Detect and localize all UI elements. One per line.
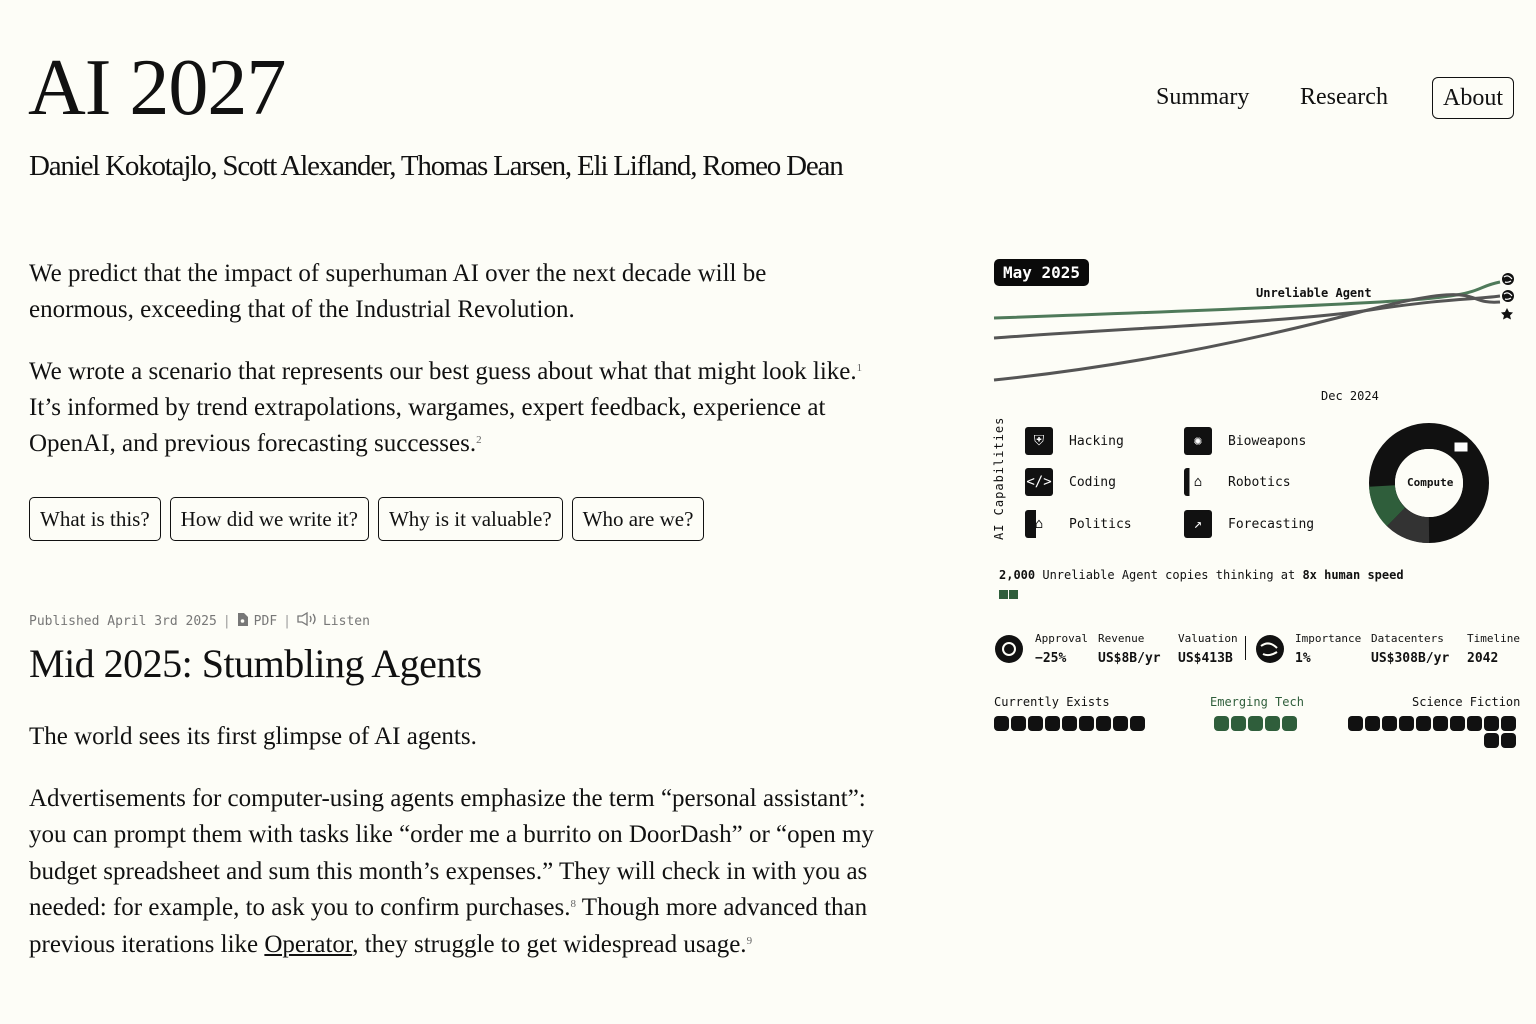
stat-label: Valuation: [1178, 632, 1238, 645]
stat-value: US$413B: [1178, 651, 1233, 666]
tier-scifi-dots: [1348, 716, 1518, 748]
copy-square: [999, 590, 1008, 599]
chart-start-label: Dec 2024: [1321, 389, 1379, 403]
capability-coding: [1025, 468, 1116, 496]
tech-dot[interactable]: [1282, 716, 1297, 731]
how-did-we-write-it-button[interactable]: How did we write it?: [170, 497, 369, 541]
stat-approval: [1035, 632, 1088, 666]
tech-dot[interactable]: [1096, 716, 1111, 731]
top-nav: [1140, 77, 1514, 119]
capabilities-title: AI Capabilities: [992, 416, 1006, 540]
agent-label: Unreliable Agent: [1256, 286, 1372, 300]
tech-dot[interactable]: [1011, 716, 1026, 731]
capability-label: Forecasting: [1228, 516, 1315, 532]
globe-icon: [1255, 634, 1285, 664]
operator-link[interactable]: Operator: [264, 930, 353, 958]
trend-line-1: [994, 282, 1500, 318]
tier-emerging-dots: [1214, 716, 1304, 731]
code-icon: </>: [1025, 468, 1053, 496]
stat-importance: [1295, 632, 1361, 666]
stat-label: Approval: [1035, 632, 1088, 645]
tech-dot[interactable]: [1062, 716, 1077, 731]
meta-separator: |: [222, 613, 231, 629]
capability-label: Coding: [1069, 474, 1116, 490]
tech-dot[interactable]: [1416, 716, 1431, 731]
capability-hacking: [1025, 427, 1124, 455]
stat-label: Revenue: [1098, 632, 1145, 645]
why-is-it-valuable-button[interactable]: Why is it valuable?: [378, 497, 563, 541]
stat-valuation: [1178, 632, 1238, 666]
section-p2-text-c: , they struggle to get widespread usage.: [352, 930, 747, 958]
nav-about-link[interactable]: About: [1432, 77, 1514, 119]
tech-dot[interactable]: [1231, 716, 1246, 731]
stat-value: US$8B/yr: [1098, 651, 1161, 666]
trend-line-2: [994, 296, 1500, 338]
tech-dot[interactable]: [1450, 716, 1465, 731]
capability-forecasting: [1184, 510, 1314, 538]
stat-value: −25%: [1035, 651, 1067, 666]
copies-speed: 8x human speed: [1302, 568, 1404, 582]
tier-current-title: Currently Exists: [994, 695, 1110, 709]
capitol-icon: ⌂: [1025, 510, 1053, 538]
tier-current-dots: [994, 716, 1154, 731]
section-p2-text-a: Advertisements for computer-using agents emphasize the term “personal assistant”: you can prompt them with tasks like “order me a burrito on DoorDash” or “open my budget spreadsheet and sum this month’s expenses.” They will check in with you as needed: for example, to ask you to confirm purchases.: [29, 785, 874, 922]
date-badge: May 2025: [994, 259, 1089, 286]
stat-value: 1%: [1295, 651, 1311, 666]
copy-square: [1009, 590, 1018, 599]
stats-row: [994, 632, 1524, 672]
published-date: Published April 3rd 2025: [29, 613, 217, 629]
intro-paragraph-2: [29, 354, 889, 462]
tier-scifi-title: Science Fiction: [1412, 695, 1521, 709]
tier-emerging-title: Emerging Tech: [1210, 695, 1304, 709]
donut-segment-hatched: [1396, 517, 1429, 530]
tech-dot[interactable]: [1265, 716, 1280, 731]
globe-icon-2: [1502, 290, 1514, 302]
shield-icon: ⛨: [1025, 427, 1053, 455]
meta-separator-2: |: [283, 613, 291, 629]
copies-summary: [999, 568, 1404, 602]
intro-p2-text-a: We wrote a scenario that represents our best guess about what that might look like.: [29, 358, 857, 385]
stat-value: US$308B/yr: [1371, 651, 1450, 666]
tech-dot[interactable]: [1399, 716, 1414, 731]
star-icon: [1501, 308, 1513, 320]
question-buttons: [29, 497, 704, 541]
section-paragraph-2: [29, 781, 889, 963]
tech-dot[interactable]: [1130, 716, 1145, 731]
nav-research-link[interactable]: Research: [1300, 84, 1388, 110]
footnote-1[interactable]: 1: [856, 362, 863, 374]
tech-dot[interactable]: [1433, 716, 1448, 731]
tech-dot[interactable]: [1045, 716, 1060, 731]
tech-dot[interactable]: [1467, 716, 1482, 731]
what-is-this-button[interactable]: What is this?: [29, 497, 161, 541]
tech-dot[interactable]: [1079, 716, 1094, 731]
globe-icon-1: [1502, 273, 1514, 285]
capability-label: Robotics: [1228, 474, 1291, 490]
pdf-icon[interactable]: [237, 613, 248, 630]
intro-p2-text-b: It’s informed by trend extrapolations, wargames, expert feedback, experience at OpenAI, and previous forecasting successes.: [29, 394, 826, 457]
tech-dot[interactable]: [1484, 733, 1499, 748]
tech-dot[interactable]: [1113, 716, 1128, 731]
openai-logo-icon: [994, 634, 1024, 664]
stat-timeline: [1467, 632, 1520, 666]
donut-segment-green: [1382, 486, 1396, 517]
tech-dot[interactable]: [1348, 716, 1363, 731]
footnote-8[interactable]: 8: [570, 898, 576, 911]
copies-squares: [999, 588, 1404, 602]
stat-value: 2042: [1467, 651, 1499, 666]
stats-divider: [1245, 636, 1246, 660]
speaker-icon[interactable]: [297, 612, 317, 630]
copies-count: 2,000: [999, 568, 1036, 582]
tech-dot[interactable]: [1382, 716, 1397, 731]
publication-meta: [29, 612, 370, 630]
nav-summary-link[interactable]: Summary: [1156, 84, 1250, 110]
intro-paragraph-1: We predict that the impact of superhuman AI over the next decade will be enormous, exceeding that of the Industrial Revolution.: [29, 260, 767, 323]
tech-dot[interactable]: [1501, 733, 1516, 748]
section-heading: Mid 2025: Stumbling Agents: [29, 641, 482, 686]
pdf-link[interactable]: PDF: [253, 613, 278, 629]
tech-dot[interactable]: [1214, 716, 1229, 731]
capability-robotics: [1184, 468, 1291, 496]
listen-link[interactable]: Listen: [322, 613, 370, 629]
stat-label: Timeline: [1467, 632, 1520, 645]
virus-icon: ✺: [1184, 427, 1212, 455]
tech-dot[interactable]: [1028, 716, 1043, 731]
tech-dot[interactable]: [1365, 716, 1380, 731]
capability-bioweapons: [1184, 427, 1306, 455]
tech-dot[interactable]: [1484, 716, 1499, 731]
capability-label: Hacking: [1069, 433, 1124, 449]
site-title: AI 2027: [28, 44, 286, 132]
capability-politics: [1025, 510, 1132, 538]
scenario-dashboard: [990, 250, 1530, 770]
capability-label: Bioweapons: [1228, 433, 1307, 449]
tech-dot[interactable]: [994, 716, 1009, 731]
capability-label: Politics: [1069, 516, 1132, 532]
section-p2-text-b: Though more advanced than previous iterations like: [29, 894, 868, 958]
stat-label: Importance: [1295, 632, 1362, 645]
stat-revenue: [1098, 632, 1161, 666]
who-are-we-button[interactable]: Who are we?: [572, 497, 705, 541]
footnote-9[interactable]: 9: [746, 934, 753, 947]
robot-icon: ⌂: [1184, 468, 1212, 496]
authors-line: Daniel Kokotajlo, Scott Alexander, Thomas Larsen, Eli Lifland, Romeo Dean: [29, 150, 843, 182]
stat-datacenters: [1371, 632, 1449, 666]
section-paragraph-1: The world sees its first glimpse of AI agents.: [29, 723, 477, 750]
footnote-2[interactable]: 2: [476, 434, 482, 446]
donut-center-label: Compute: [1407, 476, 1454, 489]
tech-dot[interactable]: [1248, 716, 1263, 731]
trend-icon: ↗: [1184, 510, 1212, 538]
stat-label: Datacenters: [1371, 632, 1444, 645]
copies-text: Unreliable Agent copies thinking at: [1035, 568, 1303, 582]
tech-dot[interactable]: [1501, 716, 1516, 731]
